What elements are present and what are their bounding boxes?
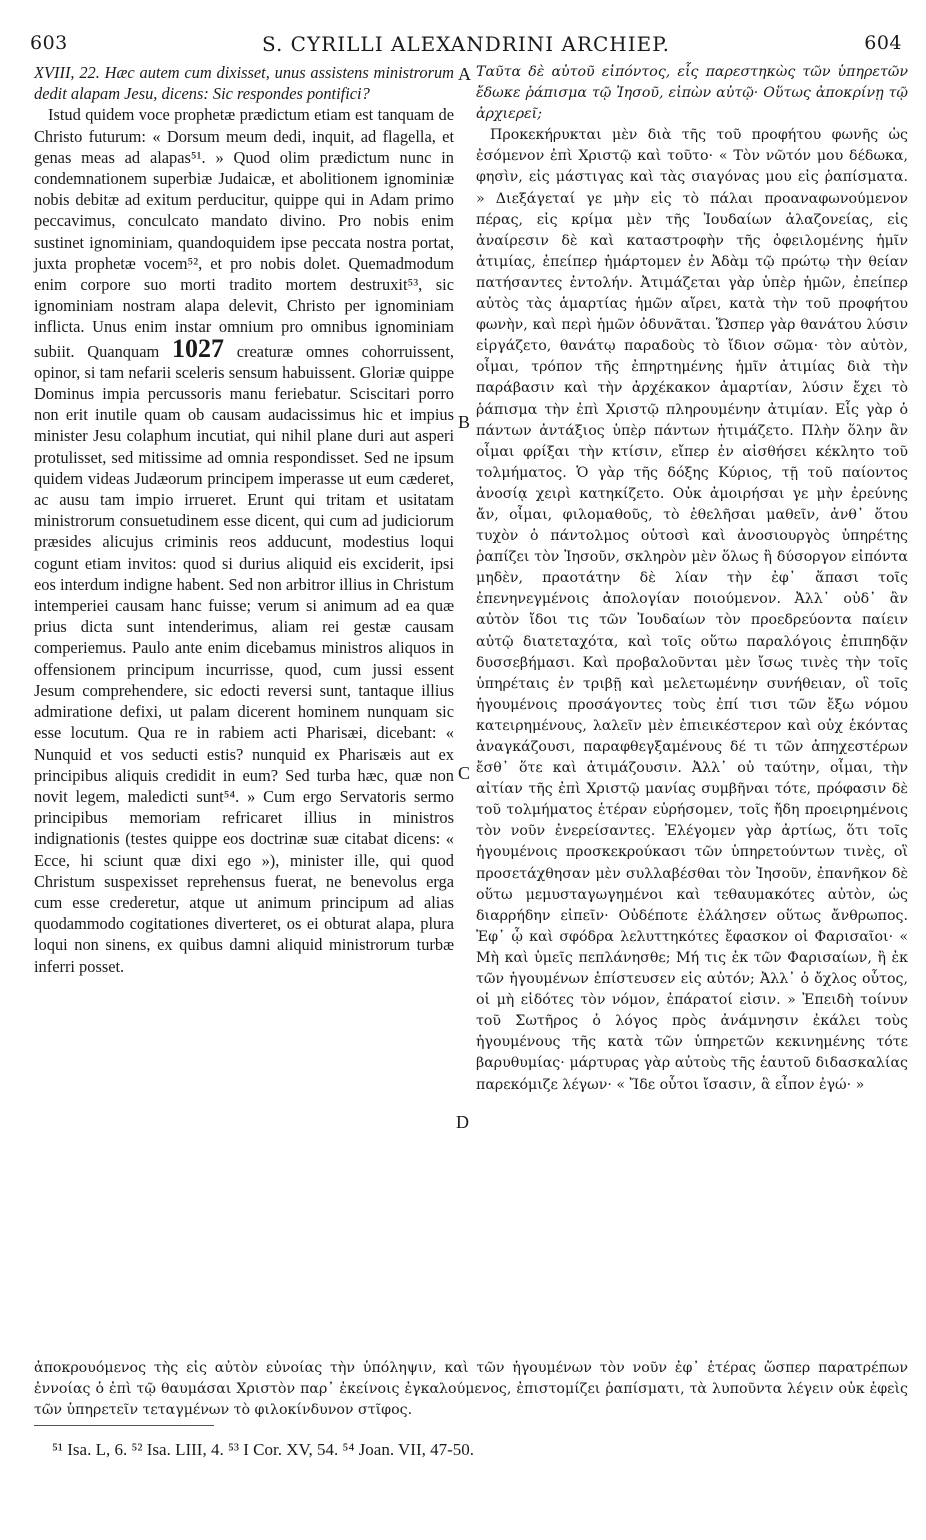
greek-continuation-block bbox=[34, 1358, 908, 1421]
running-head bbox=[30, 32, 902, 60]
page-number-right: 604 bbox=[864, 32, 902, 54]
margin-marker-b: B bbox=[458, 412, 471, 432]
column-number: 1027 bbox=[172, 333, 225, 363]
greek-paragraph: Προκεκήρυκται μὲν διὰ τῆς τοῦ προφήτου φωνῆς ὡς ἐσόμενον ἐπὶ Χριστῷ καὶ τοῦτο· « Τὸν νῶτόν μου δέδωκα, φησὶν, εἰς μάστιγας καὶ τὰς σιαγόνας μου εἰς ῥαπίσματα. » Διεξάγεταί γε μὴν εἰς τὸ πάλαι προαναφωνούμενον πέρας, εἰς κρίμα μὲν τῆς Ἰουδαίων ἀλαζονείας, εἰς ἀναίρεσιν δὲ καὶ καταστροφὴν τῆς ὀφειλομένης ἡμῖν ἀτιμίας, ἐπείπερ ἡμάρτομεν ἐν Ἀδὰμ τῷ πρώτῳ τὴν θείαν πατήσαντες ἐντολήν. Ἀτιμάζεται γὰρ ὑπὲρ ἡμῶν, ἐπείπερ αὐτὸς τὰς ἁμαρτίας ἡμῶν αἴρει, κατὰ τὴν τοῦ προφήτου φωνὴν, καὶ περὶ ἡμῶν ὀδυνᾶται. Ὥσπερ γὰρ θανάτου λύσιν εἰργάζετο, θανάτῳ παραδοὺς τὸ ἴδιον σῶμα· τὸν αὐτὸν, οἶμαι, τρόπον τῆς ἐπηρτημένης ἡμῖν ἀτιμίας διὰ τὴν παράβασιν καὶ τὴν ἀρχέκακον ἁμαρτίαν, λύσιν ἔχει τὸ ῥάπισμα τὴν ἐπὶ Χριστῷ πληρουμένην ἀτιμίαν. Εἷς γὰρ ὁ πάντων ἀντάξιος ὑπὲρ πάντων ἠτιμάζετο. Πλὴν ὅλην ἂν οἶμαι φρίξαι τὴν κτίσιν, εἴπερ ἐν αἰσθήσει κέκλητο τοῦ τολμήματος. Ὁ γὰρ τῆς δόξης Κύριος, τῇ τοῦ παίοντος ἀνοσίᾳ χειρὶ κατηκίζετο. Οὐκ ἀμοιρήσαι γε μὴν ἐρεύνης ἄν, οἶμαι, φιλομαθοῦς, τὸ ἐθελῆσαι μαθεῖν, ἀνθ᾽ ὅτου τυχὸν ὁ πάντολμος οὑτοσὶ καὶ ἀνοσιουργὸς ὑπηρέτης ῥαπίζει τὸν Ἰησοῦν, σκληρὸν μὲν ὅλως ἢ δύσοργον εἰπόντα μηδὲν, πραοτάτην δὲ λίαν τὴν ἐφ᾽ ἅπασι τοῖς ἐπενηνεγμένοις ἀπολογίαν ποιούμενον. Ἀλλ᾽ οὐδ᾽ ἂν αὐτὸν ἴδοι τις τῶν Ἰουδαίων τὸν προεδρεύοντα παίειν αὐτῷ διατεταχότα, καὶ τοῖς οὕτω παραλόγοις ἐπιπηδᾷν δυσσεβήμασι. Καὶ προβαλοῦνται μὲν ἴσως τινὲς τὴν τοῖς ὑπηρέταις ἐν τριβῇ καὶ μελετωμένην συνήθειαν, οἳ τοῖς ἡγουμένοις προσάγοντες τοὺς ἐπί τισι τῶν ἔξω νόμου κατειρημένους, λαλεῖν μὲν ἐπιεικέστερον καὶ οὐχ ἑκόντας ἀναγκάζουσι, παραφθεγξαμένους δέ τι τῶν ἀπηχεστέρων ἔσθ᾽ ὅτε καὶ ἀτιμάζουσιν. Ἀλλ᾽ οὐ ταύτην, οἶμαι, τὴν αἰτίαν τῆς ἐπὶ Χριστῷ μανίας συμβῆναι τότε, πρόφασιν δὲ τοῦ τολμήματος ἑτέραν εὑρήσομεν, τοῖς ἤδη προειρημένοις τὸν νοῦν ἐνερείσαντες. Ἐλέγομεν γὰρ ἀρτίως, ὅτι τοῖς ἡγουμένοις προσκεκρούκασι τῶν ὑπηρετούντων τινὲς, οἳ προσετάχθησαν μὲν συλλαβέσθαι τὸν Ἰησοῦν, ἐπανῆκον δὲ οὕτω μεμυσταγωγημένοι καὶ τεθαυμακότες αὐτὸν, ὡς διαρρήδην εἰπεῖν· Οὐδέποτε ἐλάλησεν οὕτως ἄνθρωπος. Ἐφ᾽ ᾧ καὶ σφόδρα λελυττηκότες ἔφασκον οἱ Φαρισαῖοι· « Μὴ καὶ ὑμεῖς πεπλάνησθε; Μή τις ἐκ τῶν Φαρισαίων, ἢ ἐκ τῶν ἡγουμένων ἐπίστευσεν εἰς αὐτόν; Ἀλλ᾽ ὁ ὄχλος οὗτος, οἱ μὴ εἰδότες τὸν νόμον, ἐπάρατοί εἰσιν. » Ἐπειδὴ τοίνυν τοῦ Σωτῆρος ὁ λόγος πρὸς ἀνάμνησιν ἐκάλει τοὺς ἡγουμένους τῆς κατὰ τῶν ὑπηρετῶν κεκινημένης τότε βαρυθυμίας· μάρτυρας γὰρ αὐτοὺς τῆς ἑαυτοῦ διδασκαλίας παρεκόμιζε λέγων· « Ἴδε οὗτοι ἴσασιν, ἃ εἶπον ἐγώ· » bbox=[476, 127, 908, 1093]
latin-text-part1: Istud quidem voce prophetæ prædictum etiam est tanquam de Christo futurum: « Dorsum meum dedi, inquit, ad flagella, et genas meas ad alapas⁵¹. » Quod olim prædictum nunc in condemnationem superbiæ Judaicæ, et abolitionem ignominiæ nobis debitæ ad exitum perducitur, quippe qui in Adam primo peccavimus, conculcato mandato divino. Pro nobis enim sustinet ignominiam, quandoquidem ipse peccata nostra portat, juxta prophetæ vocem⁵², et pro nobis dolet. Quemadmodum enim corpore suo morti tradito mortem destruxit⁵³, sic ignominiam nostram alapa delevit, Christo per ignominiam inflicta. Unus enim instar omnium pro omnibus ignominiam subiit. Quanquam bbox=[34, 105, 454, 361]
page-title: S. CYRILLI ALEXANDRINI ARCHIEP. bbox=[261, 32, 671, 56]
footnotes: ⁵¹ Isa. L, 6. ⁵² Isa. LIII, 4. ⁵³ I Cor. XV, 54. ⁵⁴ Joan. VII, 47-50. bbox=[52, 1440, 475, 1459]
page-number-left: 603 bbox=[30, 32, 68, 54]
greek-continuation: ἀποκρουόμενος τὴς εἰς αὐτὸν εὐνοίας τὴν ὑπόληψιν, καὶ τῶν ἡγουμένων τὸν νοῦν ἐφ᾽ ἑτέρας ὥσπερ παρατρέπων ἐννοίας ὁ ἐπὶ τῷ θαυμάσαι Χριστὸν παρ᾽ ἐκείνοις ἐγκαλούμενος, ἐπιστομίζει ῥαπίσματι, τὰ λυποῦντα λέγειν οὐκ ἐφεὶς τῶν ὑπηρετεῖν τεταγμένων τὸ φιλοκίνδυνον στῖφος. bbox=[34, 1360, 908, 1419]
margin-marker-a: A bbox=[458, 64, 471, 84]
latin-text-part2: creaturæ omnes cohorruissent, opinor, si tam nefarii sceleris sensum habuissent. Gloriæ quippe Dominus impia percussoris manu feriebatur. Sciscitari porro non erit inutile quam ob causam audacissimus hic et impius minister Jesu colaphum incutiat, qui nihil plane duri aut asperi protulisset, sed mitissime ad omnia respondisset. Sed ne ipsum quidem videas Judæorum principem imperasse ut eum cæderet, ac ausu tam impio irrueret. Erunt qui tritam et usitatam ministrorum consuetudinem esse dicent, qui cum ad judiciorum præsides alicujus criminis reos adducunt, modestius loqui cogunt etiam invitos: quod si durius aliquid eis exciderit, ipsi eos interdum indigne habent. Sed non arbitror illius in Christum intemperiei causam hanc fuisse; verum si animum ad ea quæ prius dicta sunt intenderimus, aliam rei gestæ causam comperiemus. Paulo ante enim dicebamus ministros aliquos in offensionem principum incurrisse, quod, cum jussi essent Jesum comprehendere, sic edocti reversi sunt, tantaque illius admiratione defixi, ut palam dicerent hominem nunquam sic esse locutum. Qua re in rabiem acti Pharisæi, dicebant: « Nunquid et vos seducti estis? nunquid ex Pharisæis aut ex principibus aliquis credidit in eum? Sed turba hæc, quæ non novit legem, maledicti sunt⁵⁴. » Cum ergo Servatoris sermo principibus memoriam refricaret illius in ministros indignationis (testes quippe eos doctrinæ suæ citabat dicens: « Ecce, hi sciunt quæ dixi ego »), minister ille, qui quod Christum suspexisset reprehensus fuerat, ne benevolus erga cum esse crederetur, atque ut animum principum ad alias quodammodo cogitationes diverteret, os ei obturat alapa, plura loqui non sinens, ex quibus damni aliquid ministrorum turbæ inferri posset. bbox=[34, 341, 454, 976]
latin-paragraph bbox=[34, 104, 454, 976]
greek-intro: Ταῦτα δὲ αὐτοῦ εἰπόντος, εἷς παρεστηκὼς τῶν ὑπηρετῶν ἔδωκε ῥάπισμα τῷ Ἰησοῦ, εἰπὼν αὐτῷ· Οὕτως ἀποκρίνῃ τῷ ἀρχιερεῖ; bbox=[476, 64, 908, 123]
margin-marker-c: C bbox=[458, 763, 471, 783]
margin-marker-d: D bbox=[456, 1112, 469, 1132]
footnote-divider bbox=[34, 1425, 214, 1426]
latin-intro: XVIII, 22. Hæc autem cum dixisset, unus assistens ministrorum dedit alapam Jesu, dicens: Sic respondes pontifici? bbox=[34, 63, 454, 104]
latin-column bbox=[34, 62, 454, 977]
greek-column bbox=[476, 62, 908, 1096]
